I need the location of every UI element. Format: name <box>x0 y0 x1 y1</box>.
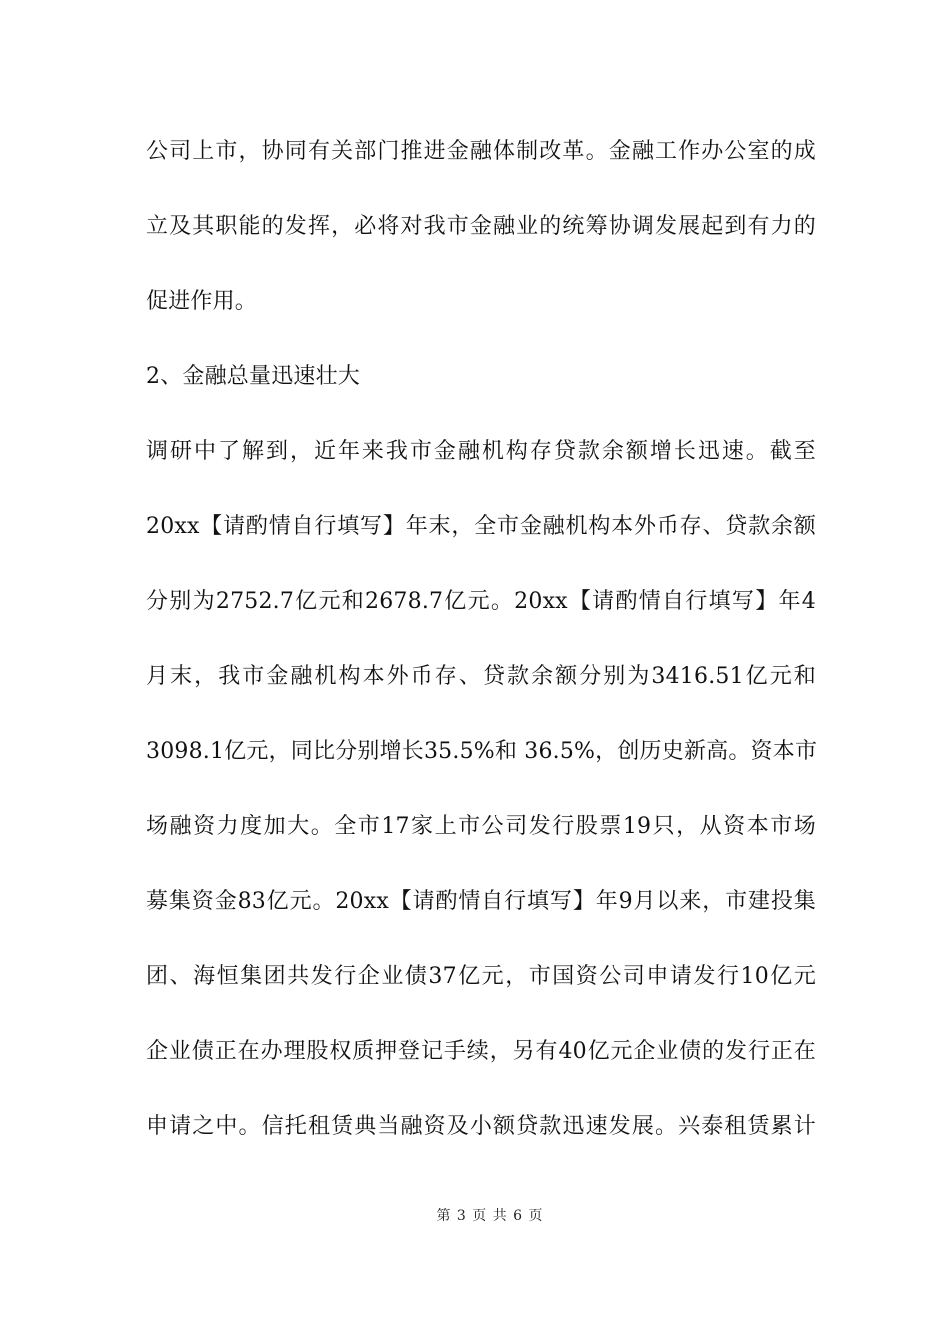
page-number: 第 3 页 共 6 页 <box>436 1208 544 1224</box>
paragraph-line: 调研中了解到，近年来我市金融机构存贷款余额增长迅速。截至 <box>146 439 816 464</box>
paragraph-line: 月末，我市金融机构本外币存、贷款余额分别为3416.51亿元和 <box>146 664 816 689</box>
paragraph-line: 公司上市，协同有关部门推进金融体制改革。金融工作办公室的成 <box>146 139 816 164</box>
paragraph-line: 3098.1亿元，同比分别增长35.5%和 36.5%，创历史新高。资本市 <box>146 739 818 764</box>
paragraph-line: 团、海恒集团共发行企业债37亿元，市国资公司申请发行10亿元 <box>146 964 816 989</box>
paragraph-line: 立及其职能的发挥，必将对我市金融业的统筹协调发展起到有力的 <box>146 214 816 239</box>
paragraph-line: 场融资力度加大。全市17家上市公司发行股票19只，从资本市场 <box>146 814 816 839</box>
paragraph-line: 分别为2752.7亿元和2678.7亿元。20xx【请酌情自行填写】年4 <box>146 589 816 614</box>
paragraph-line: 募集资金83亿元。20xx【请酌情自行填写】年9月以来，市建投集 <box>146 889 816 914</box>
paragraph-line: 申请之中。信托租赁典当融资及小额贷款迅速发展。兴泰租赁累计 <box>146 1114 816 1139</box>
paragraph-line: 促进作用。 <box>146 289 258 314</box>
paragraph-line: 企业债正在办理股权质押登记手续，另有40亿元企业债的发行正在 <box>146 1039 816 1064</box>
paragraph-line: 20xx【请酌情自行填写】年末，全市金融机构本外币存、贷款余额 <box>146 514 816 539</box>
section-heading: 2、金融总量迅速壮大 <box>146 364 360 389</box>
